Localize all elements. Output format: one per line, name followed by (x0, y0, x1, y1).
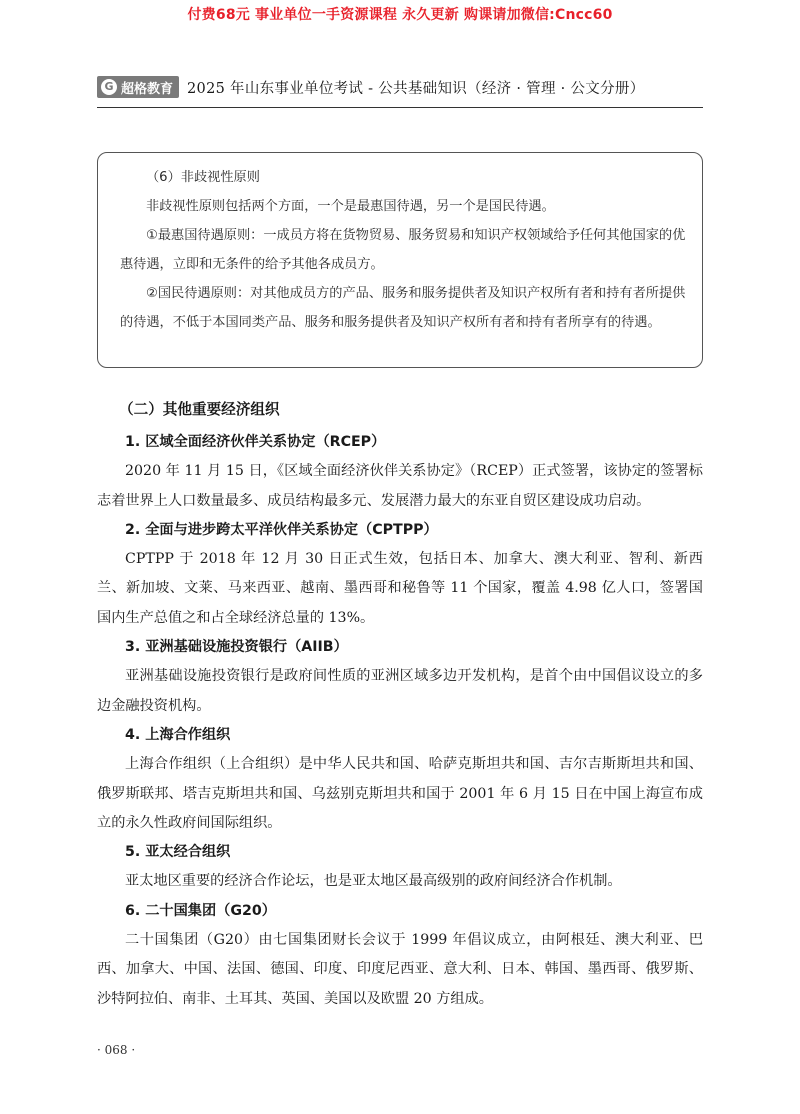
item-heading: 6. 二十国集团（G20） (125, 902, 276, 919)
section-title: （二）其他重要经济组织 (119, 401, 280, 418)
watermark-banner: 付费68元 事业单位一手资源课程 永久更新 购课请加微信:Cncc60 (187, 7, 613, 23)
logo-icon: G (101, 79, 117, 95)
item-heading: 3. 亚洲基础设施投资银行（AIIB） (125, 639, 348, 656)
item-body: CPTPP 于 2018 年 12 月 30 日正式生效，包括日本、加拿大、澳大利亚、智利、新西兰、新加坡、文莱、马来西亚、越南、墨西哥和秘鲁等 11 个国家，覆盖 4.98 亿人口，签署国国内生产总值之和占全球经济总量的 13%。 (97, 551, 703, 626)
main-content (97, 395, 703, 1014)
item-body: 2020 年 11 月 15 日，《区域全面经济伙伴关系协定》（RCEP）正式签署，该协定的签署标志着世界上人口数量最多、成员结构最多元、发展潜力最大的东亚自贸区建设成功启动。 (97, 463, 703, 509)
item-heading: 5. 亚太经合组织 (125, 844, 231, 861)
logo-text: 超格教育 (121, 81, 174, 97)
item-body: 亚洲基础设施投资银行是政府间性质的亚洲区域多边开发机构，是首个由中国倡议设立的多边金融投资机构。 (97, 668, 703, 714)
page-number: · 068 · (97, 1043, 136, 1057)
item-heading: 2. 全面与进步跨太平洋伙伴关系协定（CPTPP） (125, 521, 438, 538)
note-box-paragraph: 非歧视性原则包括两个方面，一个是最惠国待遇，另一个是国民待遇。 (146, 199, 555, 214)
item-body: 亚太地区重要的经济合作论坛，也是亚太地区最高级别的政府间经济合作机制。 (125, 873, 622, 890)
page-header (97, 74, 703, 100)
note-box-heading: （6）非歧视性原则 (146, 170, 260, 185)
header-title: 2025 年山东事业单位考试 - 公共基础知识（经济 · 管理 · 公文分册） (187, 80, 645, 97)
item-body: 上海合作组织（上合组织）是中华人民共和国、哈萨克斯坦共和国、吉尔吉斯斯坦共和国、俄罗斯联邦、塔吉克斯坦共和国、乌兹别克斯坦共和国于 2001 年 6 月 15 日在中国上海宣布成立的永久性政府间国际组织。 (97, 756, 703, 831)
item-heading: 1. 区域全面经济伙伴关系协定（RCEP） (125, 434, 386, 450)
note-box-paragraph: ②国民待遇原则：对其他成员方的产品、服务和服务提供者及知识产权所有者和持有者所提供的待遇，不低于本国同类产品、服务和服务提供者及知识产权所有者和持有者所享有的待遇。 (120, 286, 686, 330)
header-divider (97, 107, 703, 108)
note-box (97, 152, 703, 368)
item-heading: 4. 上海合作组织 (125, 726, 231, 743)
publisher-logo (97, 76, 179, 98)
note-box-paragraph: ①最惠国待遇原则：一成员方将在货物贸易、服务贸易和知识产权领域给予任何其他国家的优惠待遇，立即和无条件的给予其他各成员方。 (120, 228, 686, 272)
item-body: 二十国集团（G20）由七国集团财长会议于 1999 年倡议成立，由阿根廷、澳大利亚、巴西、加拿大、中国、法国、德国、印度、印度尼西亚、意大利、日本、韩国、墨西哥、俄罗斯、沙特阿拉伯、南非、土耳其、英国、美国以及欧盟 20 方组成。 (97, 932, 703, 1007)
